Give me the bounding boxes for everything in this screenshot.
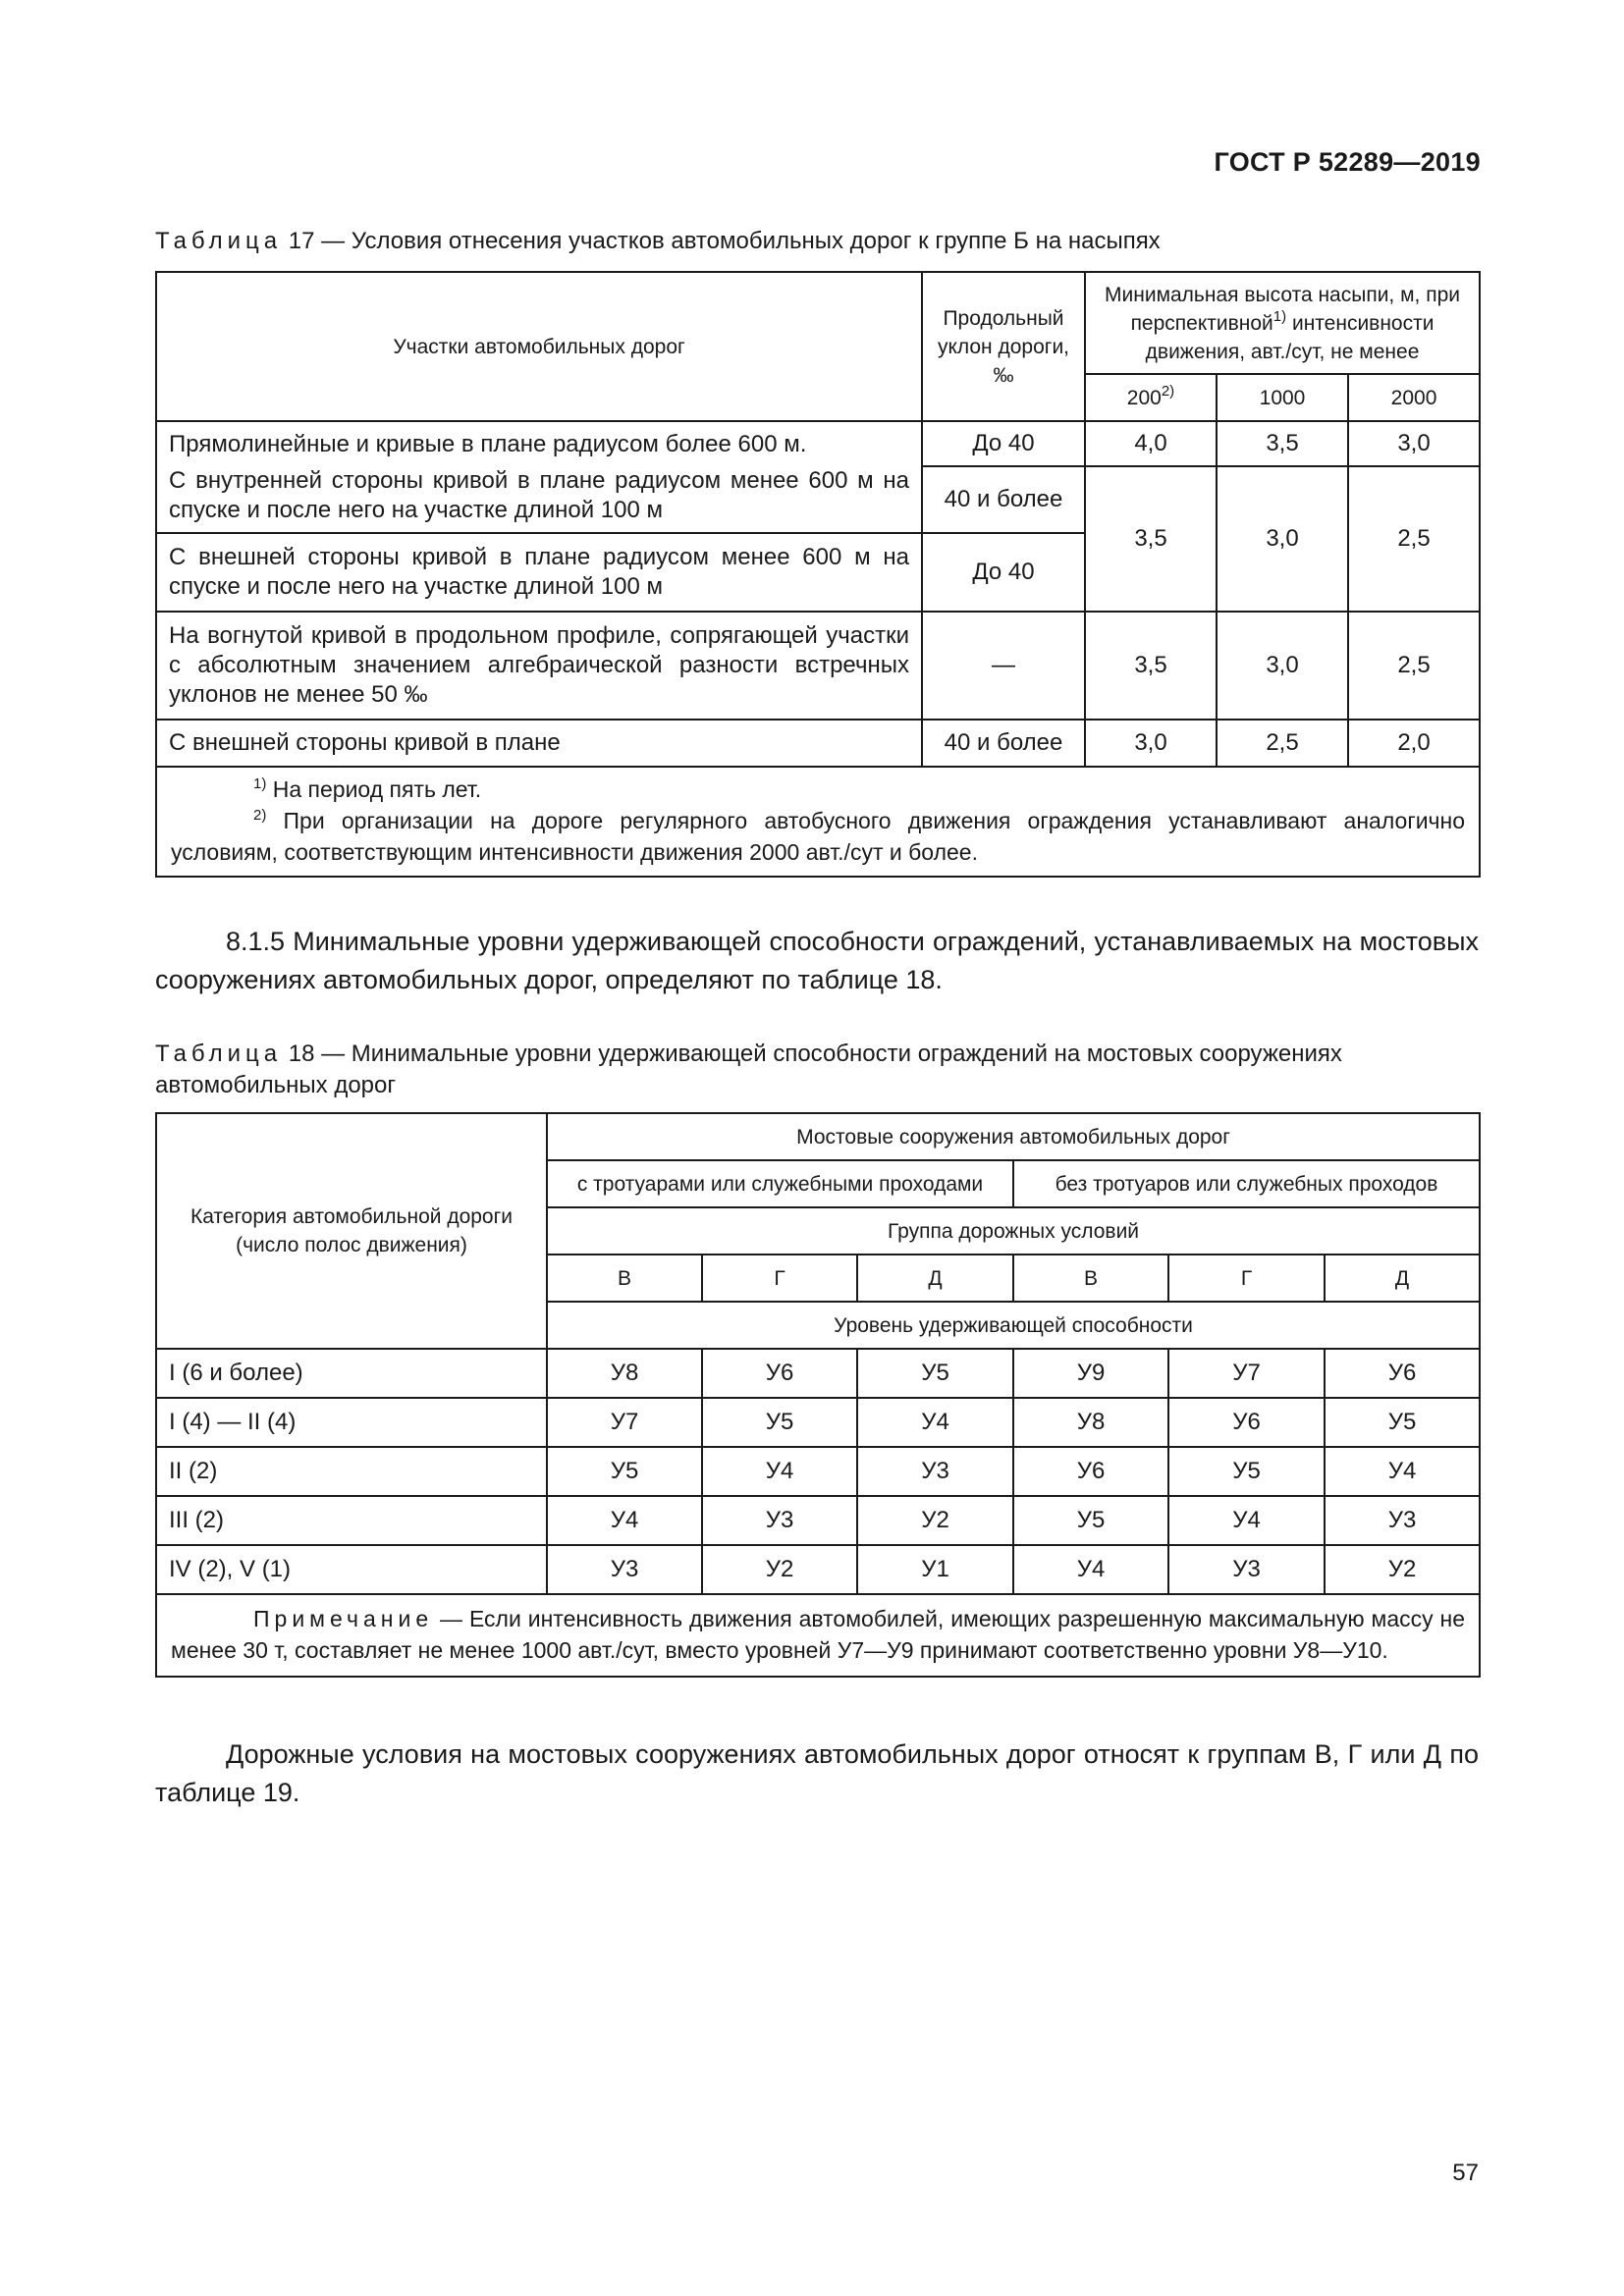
table18-row1-v6: У6: [1325, 1349, 1480, 1398]
table17-row1-section: Прямолинейные и кривые в плане радиусом более 600 м.: [156, 421, 922, 466]
table17-note1: [171, 774, 1465, 805]
table17: [155, 271, 1481, 878]
table17-row1-slope: До 40: [922, 421, 1085, 466]
table-row: [156, 421, 1480, 466]
table17-row4-slope: —: [922, 612, 1085, 720]
table17-merged-v2000: 2,5: [1348, 466, 1480, 612]
table17-header-1000: 1000: [1217, 374, 1348, 421]
table17-row4-v2000: 2,5: [1348, 612, 1480, 720]
table18-row1-v1: У8: [547, 1349, 702, 1398]
table17-merged-v200: 3,5: [1085, 466, 1217, 612]
table17-row1-v200: 4,0: [1085, 421, 1217, 466]
table18-row2-v3: У4: [857, 1398, 1013, 1447]
table17-row3-section: С внешней стороны кривой в плане радиусом менее 600 м на спуске и после него на участке длиной 100 м: [156, 533, 922, 612]
table18-row5-v6: У2: [1325, 1545, 1480, 1594]
paragraph-8-1-5: 8.1.5 Минимальные уровни удерживающей способности ограждений, устанавливаемых на мостовых сооружениях автомобильных дорог, определяют по таблице 18.: [155, 927, 1479, 994]
table18-row4-v1: У4: [547, 1496, 702, 1545]
paragraph-road-conditions: Дорожные условия на мостовых сооружениях автомобильных дорог относят к группам В, Г или Д по таблице 19.: [155, 1739, 1479, 1807]
table-row: [156, 1398, 1480, 1447]
table18-row4-v2: У3: [702, 1496, 857, 1545]
table18-row3-v2: У4: [702, 1447, 857, 1496]
table17-header-200-text: 200: [1126, 386, 1162, 409]
table18-row5-v3: У1: [857, 1545, 1013, 1594]
table18-caption-label: Таблица: [155, 1041, 283, 1067]
table18-header-road-group: Группа дорожных условий: [547, 1207, 1480, 1255]
table17-row2-section: С внутренней стороны кривой в плане радиусом менее 600 м на спуске и после него на участке длиной 100 м: [156, 466, 922, 533]
table18-row5-v5: У3: [1168, 1545, 1325, 1594]
table-row: [156, 1496, 1480, 1545]
table18-group-col5: Г: [1168, 1255, 1325, 1302]
table17-caption-label: Таблица: [155, 228, 283, 254]
table17-note1-text: На период пять лет.: [266, 776, 482, 802]
table18-note-row: [156, 1594, 1480, 1677]
table18-row1-v2: У6: [702, 1349, 857, 1398]
table18-group-col6: Д: [1325, 1255, 1480, 1302]
table18-row4-v6: У3: [1325, 1496, 1480, 1545]
table17-row5-v2000: 2,0: [1348, 720, 1480, 767]
table18-group-col1: В: [547, 1255, 702, 1302]
table18-row3-category: II (2): [156, 1447, 547, 1496]
table18-row3-v1: У5: [547, 1447, 702, 1496]
table18-note-label: Примечание: [253, 1606, 434, 1631]
table18-row5-v1: У3: [547, 1545, 702, 1594]
table18-row1-v5: У7: [1168, 1349, 1325, 1398]
table18-row2-category: I (4) — II (4): [156, 1398, 547, 1447]
table17-row4-v1000: 3,0: [1217, 612, 1348, 720]
table17-header-row: [156, 272, 1480, 374]
table18: [155, 1112, 1481, 1678]
table18-group-col4: В: [1013, 1255, 1168, 1302]
table17-notes: [156, 767, 1480, 877]
table18-row5-v2: У2: [702, 1545, 857, 1594]
table17-row5-v1000: 2,5: [1217, 720, 1348, 767]
table17-row3-slope: До 40: [922, 533, 1085, 612]
table17-row4-section: На вогнутой кривой в продольном профиле, сопрягающей участки с абсолютным значением алгебраической разности встречных уклонов не менее 50 ‰: [156, 612, 922, 720]
table18-row4-v4: У5: [1013, 1496, 1168, 1545]
table18-note: [156, 1594, 1480, 1677]
table18-row4-v5: У4: [1168, 1496, 1325, 1545]
page-number: 57: [1452, 2160, 1479, 2186]
table18-row3-v6: У4: [1325, 1447, 1480, 1496]
table17-caption: [155, 226, 1479, 257]
table18-row1-v3: У5: [857, 1349, 1013, 1398]
table17-row4-v200: 3,5: [1085, 612, 1217, 720]
table17-row5-v200: 3,0: [1085, 720, 1217, 767]
table18-row3-v4: У6: [1013, 1447, 1168, 1496]
table18-row5-category: IV (2), V (1): [156, 1545, 547, 1594]
table18-row1-v4: У9: [1013, 1349, 1168, 1398]
table18-row2-v6: У5: [1325, 1398, 1480, 1447]
table17-header-200: [1085, 374, 1217, 421]
table18-note-text: — Если интенсивность движения автомобилей, имеющих разрешенную максимальную массу не менее 30 т, составляет не менее 1000 авт./сут, вместо уровней У7—У9 принимают соответственно уровни У8—У10.: [171, 1606, 1466, 1663]
table18-header-with-walks: с тротуарами или служебными проходами: [547, 1160, 1013, 1207]
table17-note2: [171, 805, 1465, 868]
table17-header-min-height-b: интенсивности движения, авт./сут, не менее: [1145, 311, 1435, 363]
table17-row2-slope: 40 и более: [922, 466, 1085, 533]
table-row: [156, 1545, 1480, 1594]
table18-row3-v3: У3: [857, 1447, 1013, 1496]
table18-header-row1: [156, 1113, 1480, 1160]
table17-row1-v2000: 3,0: [1348, 421, 1480, 466]
table17-header-2000: 2000: [1348, 374, 1480, 421]
table17-header-min-height: [1085, 272, 1480, 374]
table18-row2-v2: У5: [702, 1398, 857, 1447]
table17-merged-v1000: 3,0: [1217, 466, 1348, 612]
table-row: [156, 1447, 1480, 1496]
table18-row5-v4: У4: [1013, 1545, 1168, 1594]
table18-header-bridges: Мостовые сооружения автомобильных дорог: [547, 1113, 1480, 1160]
table17-notes-row: [156, 767, 1480, 877]
table17-row1-v1000: 3,5: [1217, 421, 1348, 466]
table17-row5-section: С внешней стороны кривой в плане: [156, 720, 922, 767]
table-row: [156, 1349, 1480, 1398]
table18-row4-v3: У2: [857, 1496, 1013, 1545]
table17-caption-text: 17 — Условия отнесения участков автомобильных дорог к группе Б на насыпях: [282, 228, 1161, 254]
table18-row2-v4: У8: [1013, 1398, 1168, 1447]
table17-header-slope: Продольный уклон дороги, ‰: [922, 272, 1085, 421]
table18-row2-v1: У7: [547, 1398, 702, 1447]
table17-header-min-height-sup: 1): [1272, 307, 1287, 325]
table18-caption-text: 18 — Минимальные уровни удерживающей способности ограждений на мостовых сооружениях автомобильных дорог: [155, 1041, 1342, 1098]
table18-row2-v5: У6: [1168, 1398, 1325, 1447]
table18-header-level: Уровень удерживающей способности: [547, 1302, 1480, 1349]
document-code: ГОСТ Р 52289—2019: [1214, 147, 1481, 177]
table17-note2-sup: 2): [253, 807, 267, 824]
table17-note2-text: При организации на дороге регулярного автобусного движения ограждения устанавливают аналогично условиям, соответствующим интенсивности движения 2000 авт./сут и более.: [171, 808, 1466, 865]
table18-header-without-walks: без тротуаров или служебных проходов: [1013, 1160, 1480, 1207]
table18-caption: [155, 1039, 1479, 1101]
table18-row1-category: I (6 и более): [156, 1349, 547, 1398]
table17-header-sections: Участки автомобильных дорог: [156, 272, 922, 421]
table17-header-min-height-a: Минимальная высота насыпи, м, при перспективной: [1105, 283, 1460, 335]
table-row: [156, 466, 1480, 533]
table-row: [156, 720, 1480, 767]
table17-row5-slope: 40 и более: [922, 720, 1085, 767]
table-row: [156, 612, 1480, 720]
table18-header-category: Категория автомобильной дороги (число полос движения): [156, 1113, 547, 1349]
table18-row4-category: III (2): [156, 1496, 547, 1545]
table18-group-col2: Г: [702, 1255, 857, 1302]
table17-header-200-sup: 2): [1161, 382, 1175, 400]
table17-note1-sup: 1): [253, 775, 267, 792]
table18-group-col3: Д: [857, 1255, 1013, 1302]
table18-row3-v5: У5: [1168, 1447, 1325, 1496]
